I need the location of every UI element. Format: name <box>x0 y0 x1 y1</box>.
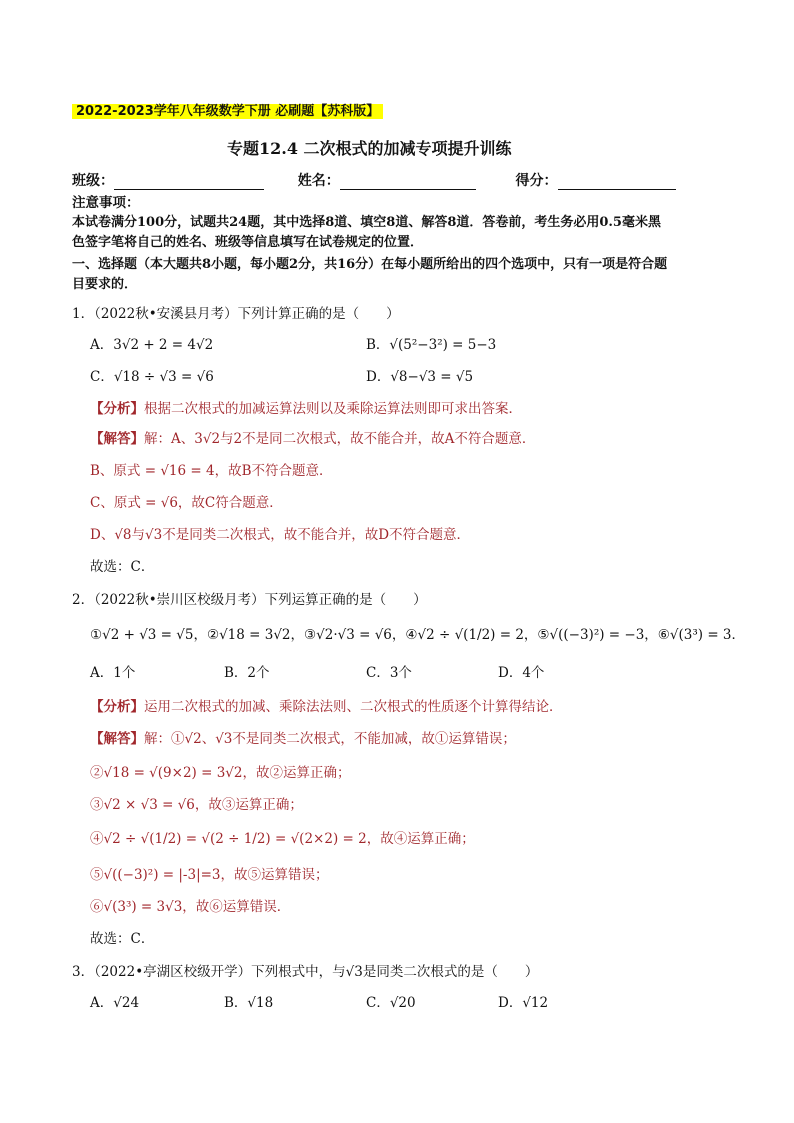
q1-answer: 故选：C． <box>90 559 155 575</box>
q2-analysis-tag: 【分析】 <box>90 699 144 715</box>
q1-option-c[interactable]: C．√18 ÷ √3 = √6 <box>90 369 214 385</box>
q3-option-c[interactable]: C．√20 <box>366 995 416 1011</box>
section-heading-1: 一、选择题（本大题共8小题，每小题2分，共16分）在每小题所给出的四个选项中，只有一项是符合题 <box>72 257 668 272</box>
score-field[interactable] <box>558 175 676 190</box>
banner <box>72 102 383 121</box>
q2-option-c[interactable]: C．3个 <box>366 665 412 681</box>
q1-option-a[interactable]: A．3√2 + 2 = 4√2 <box>90 337 214 353</box>
q2-solution-tag: 【解答】 <box>90 731 144 747</box>
q2-solution-1-text: 解：①√2、√3不是同类二次根式，不能加减，故①运算错误； <box>144 731 516 747</box>
name-field[interactable] <box>340 175 476 190</box>
info-row <box>72 172 676 190</box>
notice-heading: 注意事项： <box>72 195 140 211</box>
q1-solution-d: D、√8与√3不是同类二次根式，故不能合并，故D不符合题意． <box>90 527 471 543</box>
q1-analysis <box>90 400 522 418</box>
q2-solution-4: ④√2 ÷ √(1/2) = √(2 ÷ 1/2) = √(2×2) = 2，故④运算正确； <box>90 831 475 847</box>
q1-option-d[interactable]: D．√8−√3 = √5 <box>366 369 474 385</box>
q1-solution-a-text: 解：A、3√2与2不是同二次根式，故不能合并，故A不符合题意． <box>144 431 536 447</box>
q1-solution-b: B、原式 = √16 = 4，故B不符合题意． <box>90 463 333 479</box>
page-title: 专题12.4 二次根式的加减专项提升训练 <box>227 139 512 158</box>
q1-stem: 1．（2022秋•安溪县月考）下列计算正确的是（ ） <box>72 306 400 322</box>
notice-line-1: 本试卷满分100分，试题共24题，其中选择8道、填空8道、解答8道．答卷前，考生务必用0.5毫米黑 <box>72 215 661 230</box>
q1-solution-a <box>90 430 535 448</box>
q2-solution-1 <box>90 730 516 748</box>
name-label: 姓名： <box>297 173 340 189</box>
q3-option-b[interactable]: B．√18 <box>224 995 274 1011</box>
q1-analysis-tag: 【分析】 <box>90 401 144 417</box>
q2-stem: 2．（2022秋•崇川区校级月考）下列运算正确的是（ ） <box>72 592 427 608</box>
q2-analysis-text: 运用二次根式的加减、乘除法法则、二次根式的性质逐个计算得结论． <box>144 699 563 715</box>
q2-option-d[interactable]: D．4个 <box>498 665 545 681</box>
q2-solution-2: ②√18 = √(9×2) = 3√2，故②运算正确； <box>90 765 351 781</box>
q2-answer: 故选：C． <box>90 931 155 947</box>
q3-option-a[interactable]: A．√24 <box>90 995 140 1011</box>
q2-option-b[interactable]: B．2个 <box>224 665 270 681</box>
q2-items: ①√2 + √3 = √5，②√18 = 3√2，③√2·√3 = √6，④√2 ÷ √(1/2) = 2，⑤√((−3)²) = −3，⑥√(3³) = 3． <box>90 627 746 643</box>
q3-stem: 3．（2022•亭湖区校级开学）下列根式中，与√3是同类二次根式的是（ ） <box>72 964 539 980</box>
class-label: 班级： <box>72 173 114 189</box>
q1-analysis-text: 根据二次根式的加减运算法则以及乘除运算法则即可求出答案． <box>144 401 522 417</box>
section-heading-2: 目要求的． <box>72 277 138 292</box>
q2-solution-6: ⑥√(3³) = 3√3，故⑥运算错误． <box>90 899 291 915</box>
q2-analysis <box>90 698 563 716</box>
notice-line-2: 色签字笔将自己的姓名、班级等信息填写在试卷规定的位置． <box>72 235 424 250</box>
score-label: 得分： <box>515 173 558 189</box>
q2-option-a[interactable]: A．1个 <box>90 665 136 681</box>
q1-solution-tag: 【解答】 <box>90 431 144 447</box>
q2-solution-5: ⑤√((−3)²) = |-3|=3，故⑤运算错误； <box>90 867 329 883</box>
q2-solution-3: ③√2 × √3 = √6，故③运算正确； <box>90 797 303 813</box>
q1-solution-c: C、原式 = √6，故C符合题意． <box>90 495 283 511</box>
banner-text: 2022-2023学年八年级数学下册 必刷题【苏科版】 <box>72 104 383 119</box>
class-field[interactable] <box>114 175 264 190</box>
q1-option-b[interactable]: B．√(5²−3²) = 5−3 <box>366 337 497 353</box>
q3-option-d[interactable]: D．√12 <box>498 995 549 1011</box>
